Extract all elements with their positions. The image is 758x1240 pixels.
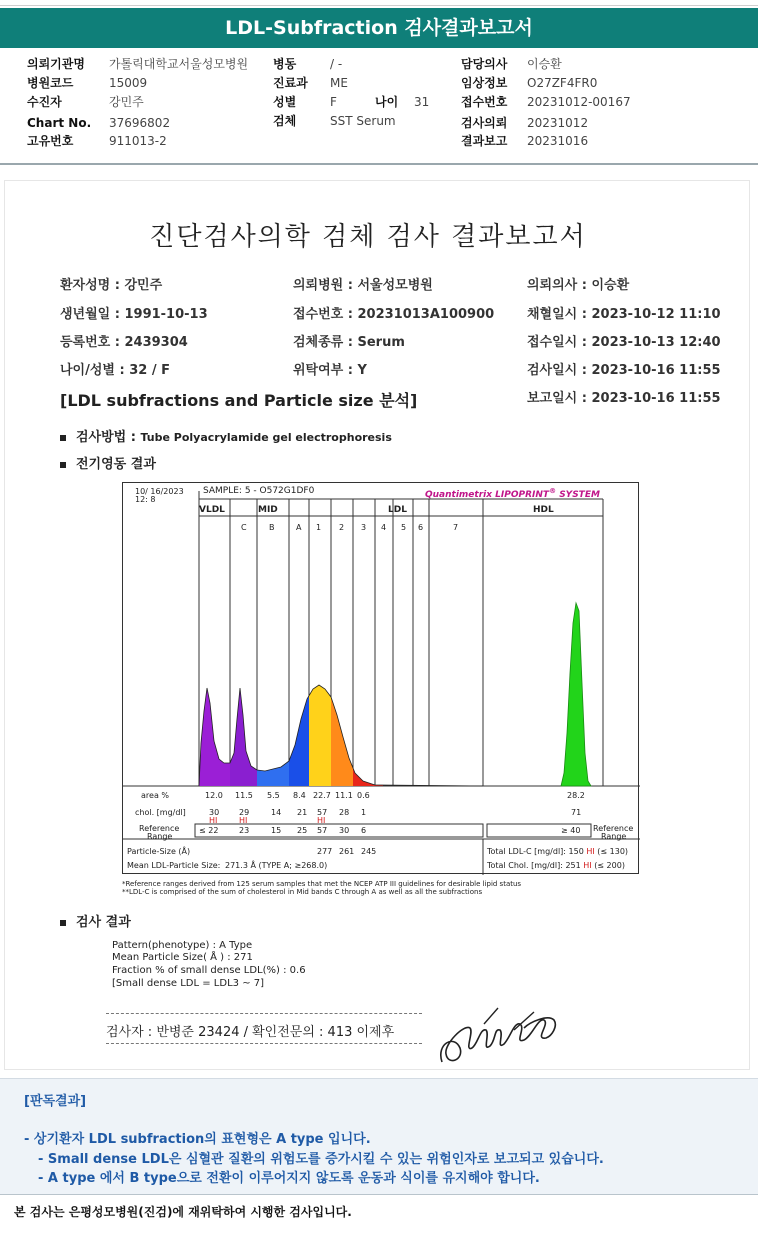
chol-value: 30 <box>209 808 220 817</box>
total-chol-value: 251 <box>565 861 581 870</box>
examiner-line: 검사자 : 반병준 23424 / 확인전문의 : 413 이제후 <box>106 1025 395 1040</box>
band-label: 2 <box>339 523 345 532</box>
row-label-chol: chol. [mg/dl] <box>135 808 186 817</box>
hdl-range-label: Range <box>601 832 627 841</box>
opinion-title: [판독결과] <box>24 1094 87 1109</box>
reference-value: 25 <box>297 826 308 835</box>
patient-field: 위탁여부 : Y <box>293 363 367 378</box>
info-row-receipt-no <box>461 93 507 112</box>
group-label-mid: MID <box>258 505 278 515</box>
chart-footnote-2: **LDL-C is comprised of the sum of cholesterol in Mid bands C through A as well as all the subfractions <box>122 888 483 896</box>
result-heading-line <box>60 911 131 930</box>
info-label: 결과보고 <box>461 134 508 148</box>
info-value: 20231012-00167 <box>527 95 631 109</box>
electropherogram <box>199 603 591 786</box>
area-value: 11.1 <box>335 791 353 800</box>
info-label: 수진자 <box>27 95 62 109</box>
area-value: 22.7 <box>313 791 331 800</box>
method-value: Tube Polyacrylamide gel electrophoresis <box>140 431 392 444</box>
info-value: / - <box>330 57 343 71</box>
reference-value: 23 <box>239 826 250 835</box>
info-label: 의뢰기관명 <box>27 57 85 71</box>
info-label: 담당의사 <box>461 57 508 71</box>
row-label-range: Range <box>147 832 173 841</box>
info-value-sex <box>330 93 337 112</box>
info-value-report-date <box>527 132 588 151</box>
band-label: 1 <box>316 523 322 532</box>
footer-divider <box>0 1194 758 1195</box>
chol-value: 28 <box>339 808 350 817</box>
band-label: 7 <box>453 523 459 532</box>
report-title: LDL-Subfraction 검사결과보고서 <box>225 17 533 39</box>
total-ldl-flag: HI <box>586 847 595 856</box>
reference-value: 15 <box>271 826 282 835</box>
info-row-report-date <box>461 132 507 151</box>
result-line: [Small dense LDL = LDL3 ~ 7] <box>112 978 265 989</box>
chart-time: 12: 8 <box>135 495 156 504</box>
particle-size-value: 261 <box>339 847 355 856</box>
info-value-hospital-code <box>109 74 147 93</box>
info-label: 검사의뢰 <box>461 116 508 130</box>
row-label-area: area % <box>141 791 169 800</box>
group-label-hdl: HDL <box>533 505 554 515</box>
hdl-peak <box>561 603 591 786</box>
info-label: 고유번호 <box>27 134 74 148</box>
document-title: 진단검사의학 검체 검사 결과보고서 <box>149 222 587 252</box>
info-label: 임상정보 <box>461 76 508 90</box>
patient-field: 등록번호 : 2439304 <box>60 335 188 350</box>
result-line: Mean Particle Size( Å ) : 271 <box>112 952 253 963</box>
top-divider <box>0 5 758 6</box>
brand-name: Quantimetrix LIPOPRINT <box>425 490 550 500</box>
group-label-ldl: LDL <box>388 505 407 515</box>
patient-field: 환자성명 : 강민주 <box>60 278 163 293</box>
handwritten-signature <box>434 1004 564 1070</box>
chol-value: 29 <box>239 808 250 817</box>
reference-value: 30 <box>339 826 350 835</box>
info-value: 911013-2 <box>109 134 167 148</box>
hdl-reference-label: Reference <box>593 824 634 833</box>
info-row-department <box>273 74 308 93</box>
bullet-icon <box>60 462 66 468</box>
patient-field: 생년월일 : 1991-10-13 <box>60 307 208 322</box>
info-value: F <box>330 95 337 109</box>
result-heading: 검사 결과 <box>76 915 131 930</box>
section-heading: [LDL subfractions and Particle size 분석] <box>60 391 418 410</box>
reference-value: 6 <box>361 826 367 835</box>
info-value-institution <box>109 55 248 74</box>
info-value-ward <box>330 55 342 74</box>
info-value: 31 <box>414 95 430 109</box>
hi-flag: HI <box>209 816 218 825</box>
info-row-hospital-code <box>27 74 73 93</box>
lipoprint-chart-svg <box>123 483 640 875</box>
band-label: 5 <box>401 523 407 532</box>
electrophoresis-line <box>60 453 156 472</box>
area-value: 28.2 <box>567 791 585 800</box>
info-label: Chart No. <box>27 116 92 130</box>
info-label: 병원코드 <box>27 76 74 90</box>
patient-field: 접수번호 : 20231013A100900 <box>293 307 495 322</box>
row-label-reference: Reference <box>139 824 180 833</box>
area-value: 0.6 <box>357 791 370 800</box>
info-value-doctor <box>527 55 562 74</box>
band-label: 3 <box>361 523 367 532</box>
info-value-unique-no <box>109 132 167 151</box>
info-value: 강민주 <box>109 95 144 109</box>
method-line <box>60 426 392 445</box>
info-label: 병동 <box>273 57 297 71</box>
info-value-specimen <box>330 112 396 131</box>
reference-value: ≥ 40 <box>561 826 581 835</box>
info-value: ME <box>330 76 348 90</box>
patient-field: 접수일시 : 2023-10-13 12:40 <box>527 335 721 350</box>
info-value-clinical-info <box>527 74 597 93</box>
info-row-sex <box>273 93 296 112</box>
total-chol-flag: HI <box>583 861 592 870</box>
area-value: 12.0 <box>205 791 223 800</box>
info-row-request-date <box>461 114 507 133</box>
chart-date: 10/ 16/2023 <box>135 487 184 496</box>
info-label: 접수번호 <box>461 95 508 109</box>
chol-value: 57 <box>317 808 328 817</box>
band-label: B <box>269 523 275 532</box>
info-value-chart-no <box>109 114 170 133</box>
area-value: 5.5 <box>267 791 280 800</box>
info-value: SST Serum <box>330 114 396 128</box>
info-value-request-date <box>527 114 588 133</box>
patient-field: 채혈일시 : 2023-10-12 11:10 <box>527 307 721 322</box>
info-row-age <box>375 93 398 112</box>
info-row-specimen <box>273 112 296 131</box>
info-label: 나이 <box>375 95 399 109</box>
row-label-mean-size: Mean LDL-Particle Size: <box>127 861 221 870</box>
electropherogram-segment <box>199 688 230 786</box>
area-value: 11.5 <box>235 791 253 800</box>
band-label: 4 <box>381 523 387 532</box>
opinion-line: - A type 에서 B type으로 전환이 이루어지지 않도록 운동과 식이를 유지해야 합니다. <box>38 1171 540 1186</box>
info-row-institution <box>27 55 85 74</box>
electropherogram-segment <box>289 696 309 786</box>
info-label: 검체 <box>273 114 297 128</box>
patient-field: 보고일시 : 2023-10-16 11:55 <box>527 391 721 406</box>
area-value: 8.4 <box>293 791 306 800</box>
info-value: 이승환 <box>527 57 562 71</box>
patient-field: 의뢰병원 : 서울성모병원 <box>293 278 433 293</box>
chol-value: 14 <box>271 808 282 817</box>
band-label: C <box>241 523 247 532</box>
chart-sample: SAMPLE: 5 - O572G1DF0 <box>203 486 315 496</box>
info-row-unique-no <box>27 132 73 151</box>
group-label-vldl: VLDL <box>199 505 225 515</box>
total-ldl-label: Total LDL-C [mg/dl]: <box>487 847 566 856</box>
result-line: Fraction % of small dense LDL(%) : 0.6 <box>112 965 306 976</box>
info-label: 성별 <box>273 95 297 109</box>
info-value-examinee <box>109 93 144 112</box>
particle-size-value: 245 <box>361 847 377 856</box>
header-divider <box>0 163 758 165</box>
method-label: 검사방법 : <box>76 430 136 445</box>
brand-mark: ® <box>549 487 557 495</box>
opinion-line: - Small dense LDL은 심혈관 질환의 위험도를 증가시킬 수 있는 위험인자로 보고되고 있습니다. <box>38 1152 604 1167</box>
electropherogram-segment <box>309 685 331 786</box>
patient-field: 검사일시 : 2023-10-16 11:55 <box>527 363 721 378</box>
reference-value: 57 <box>317 826 328 835</box>
bullet-icon <box>60 435 66 441</box>
patient-field: 검체종류 : Serum <box>293 335 405 350</box>
signature-dash-bottom <box>106 1043 422 1044</box>
row-label-particle-size: Particle-Size (Å) <box>127 847 191 856</box>
chol-value: 21 <box>297 808 308 817</box>
info-value: 20231012 <box>527 116 589 130</box>
info-value-receipt-no <box>527 93 631 112</box>
total-ldl-row <box>487 847 628 856</box>
reference-value: ≤ 22 <box>199 826 219 835</box>
info-value: 20231016 <box>527 134 589 148</box>
electrophoresis-label: 전기영동 결과 <box>76 457 156 472</box>
chol-value: 1 <box>361 808 367 817</box>
chart-brand <box>425 487 600 500</box>
electropherogram-segment <box>230 688 257 786</box>
hi-flag: HI <box>317 816 326 825</box>
info-value: 15009 <box>109 76 148 90</box>
info-row-clinical-info <box>461 74 507 93</box>
info-row-chart-no <box>27 114 91 133</box>
electropherogram-segment <box>353 768 383 786</box>
brand-suffix: SYSTEM <box>556 490 600 500</box>
info-row-examinee <box>27 93 62 112</box>
particle-size-value: 277 <box>317 847 333 856</box>
info-value: 37696802 <box>109 116 171 130</box>
band-label: A <box>296 523 302 532</box>
opinion-line: - 상기환자 LDL subfraction의 표현형은 A type 입니다. <box>24 1132 371 1147</box>
info-row-ward <box>273 55 296 74</box>
signature-stroke <box>441 1018 556 1062</box>
total-chol-ref: (≤ 200) <box>594 861 625 870</box>
total-chol-label: Total Chol. [mg/dl]: <box>487 861 563 870</box>
info-row-doctor <box>461 55 507 74</box>
report-title-bar <box>0 8 758 48</box>
info-value-department <box>330 74 348 93</box>
info-value: O27ZF4FR0 <box>527 76 598 90</box>
patient-field: 의뢰의사 : 이승환 <box>527 278 630 293</box>
band-label: 6 <box>418 523 424 532</box>
mean-size-value: 271.3 Å (TYPE A; ≥268.0) <box>225 861 328 870</box>
total-chol-row <box>487 861 625 870</box>
signature-dash-top <box>106 1013 422 1014</box>
patient-field: 나이/성별 : 32 / F <box>60 363 171 378</box>
bullet-icon <box>60 920 66 926</box>
band-lines <box>199 499 603 786</box>
info-value-age <box>414 93 429 112</box>
chart-footnote-1: *Reference ranges derived from 125 serum samples that met the NCEP ATP III guidelines for desirable lipid status <box>122 880 522 888</box>
info-value: 가톨릭대학교서울성모병원 <box>109 57 249 71</box>
electropherogram-segment <box>331 697 353 786</box>
chol-value: 71 <box>571 808 582 817</box>
lipoprint-chart <box>122 482 639 874</box>
info-label: 진료과 <box>273 76 308 90</box>
total-ldl-value: 150 <box>568 847 584 856</box>
total-ldl-ref: (≤ 130) <box>597 847 629 856</box>
result-line: Pattern(phenotype) : A Type <box>112 940 253 951</box>
hi-flag: HI <box>239 816 248 825</box>
footer-note: 본 검사는 은평성모병원(진검)에 재위탁하여 시행한 검사입니다. <box>14 1205 352 1219</box>
